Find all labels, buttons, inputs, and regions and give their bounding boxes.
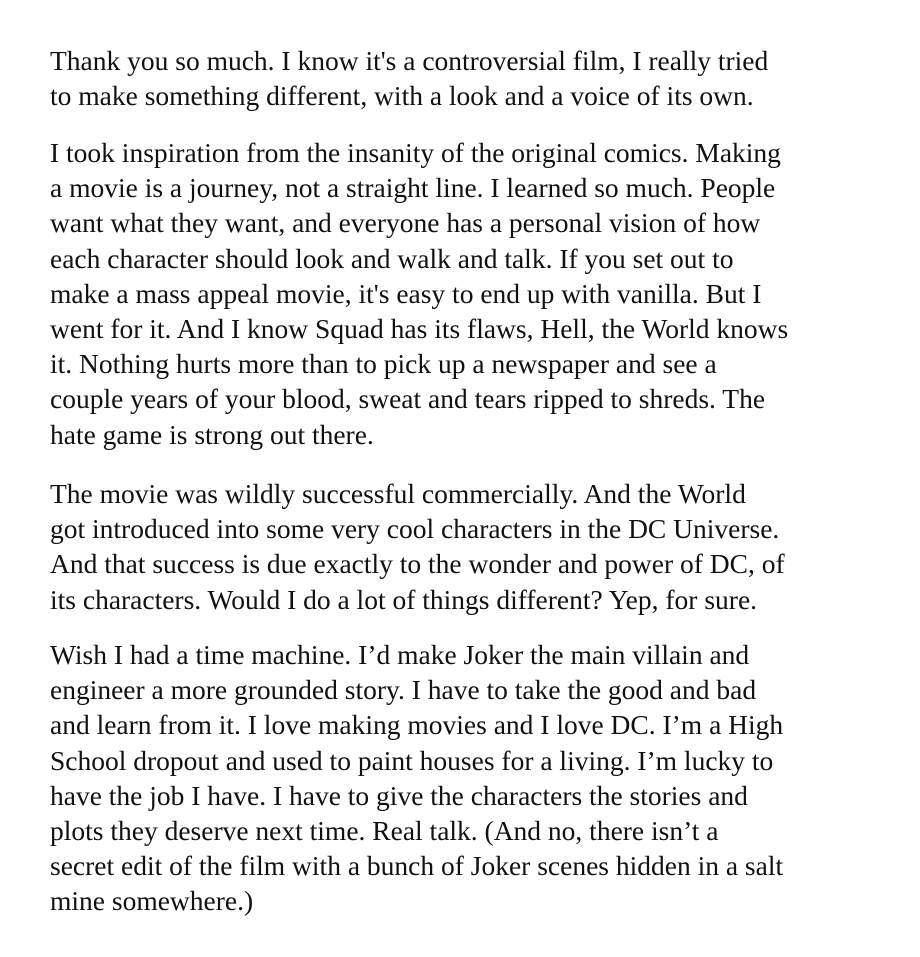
paragraph-4 — [50, 637, 783, 919]
paragraph-line: got introduced into some very cool characters in the DC Universe. — [50, 513, 780, 545]
paragraph-line: And that success is due exactly to the wonder and power of DC, of — [50, 548, 785, 580]
paragraph-3 — [50, 476, 785, 617]
paragraph-line: secret edit of the film with a bunch of Joker scenes hidden in a salt — [50, 850, 784, 882]
paragraph-line: hate game is strong out there. — [50, 418, 374, 450]
paragraph-line: want what they want, and everyone has a personal vision of how — [50, 207, 761, 239]
paragraph-1 — [50, 43, 768, 113]
paragraph-line: to make something different, with a look and a voice of its own. — [50, 80, 754, 112]
paragraph-line: School dropout and used to paint houses for a living. I’m lucky to — [50, 744, 774, 776]
paragraph-line: mine somewhere.) — [50, 885, 254, 917]
paragraph-line: plots they deserve next time. Real talk. (And no, there isn’t a — [50, 815, 719, 847]
paragraph-line: a movie is a journey, not a straight line. I learned so much. People — [50, 172, 776, 204]
paragraph-line: Wish I had a time machine. I’d make Joker the main villain and — [50, 639, 750, 670]
paragraph-line: make a mass appeal movie, it's easy to end up with vanilla. But I — [50, 277, 762, 309]
paragraph-line: its characters. Would I do a lot of things different? Yep, for sure. — [50, 583, 758, 615]
paragraph-line: have the job I have. I have to give the characters the stories and — [50, 779, 748, 811]
paragraph-line: Thank you so much. I know it's a controversial film, I really tried — [50, 45, 769, 76]
paragraph-line: couple years of your blood, sweat and tears ripped to shreds. The — [50, 383, 766, 415]
paragraph-line: went for it. And I know Squad has its flaws, Hell, the World knows — [50, 313, 789, 345]
paragraph-line: it. Nothing hurts more than to pick up a newspaper and see a — [50, 348, 717, 380]
paragraph-line: engineer a more grounded story. I have to take the good and bad — [50, 674, 757, 706]
paragraph-line: I took inspiration from the insanity of the original comics. Making — [50, 137, 781, 168]
paragraph-2 — [50, 135, 788, 452]
paragraph-line: each character should look and walk and talk. If you set out to — [50, 242, 734, 274]
paragraph-line: and learn from it. I love making movies and I love DC. I’m a High — [50, 709, 784, 741]
paragraph-line: The movie was wildly successful commercially. And the World — [50, 478, 746, 509]
